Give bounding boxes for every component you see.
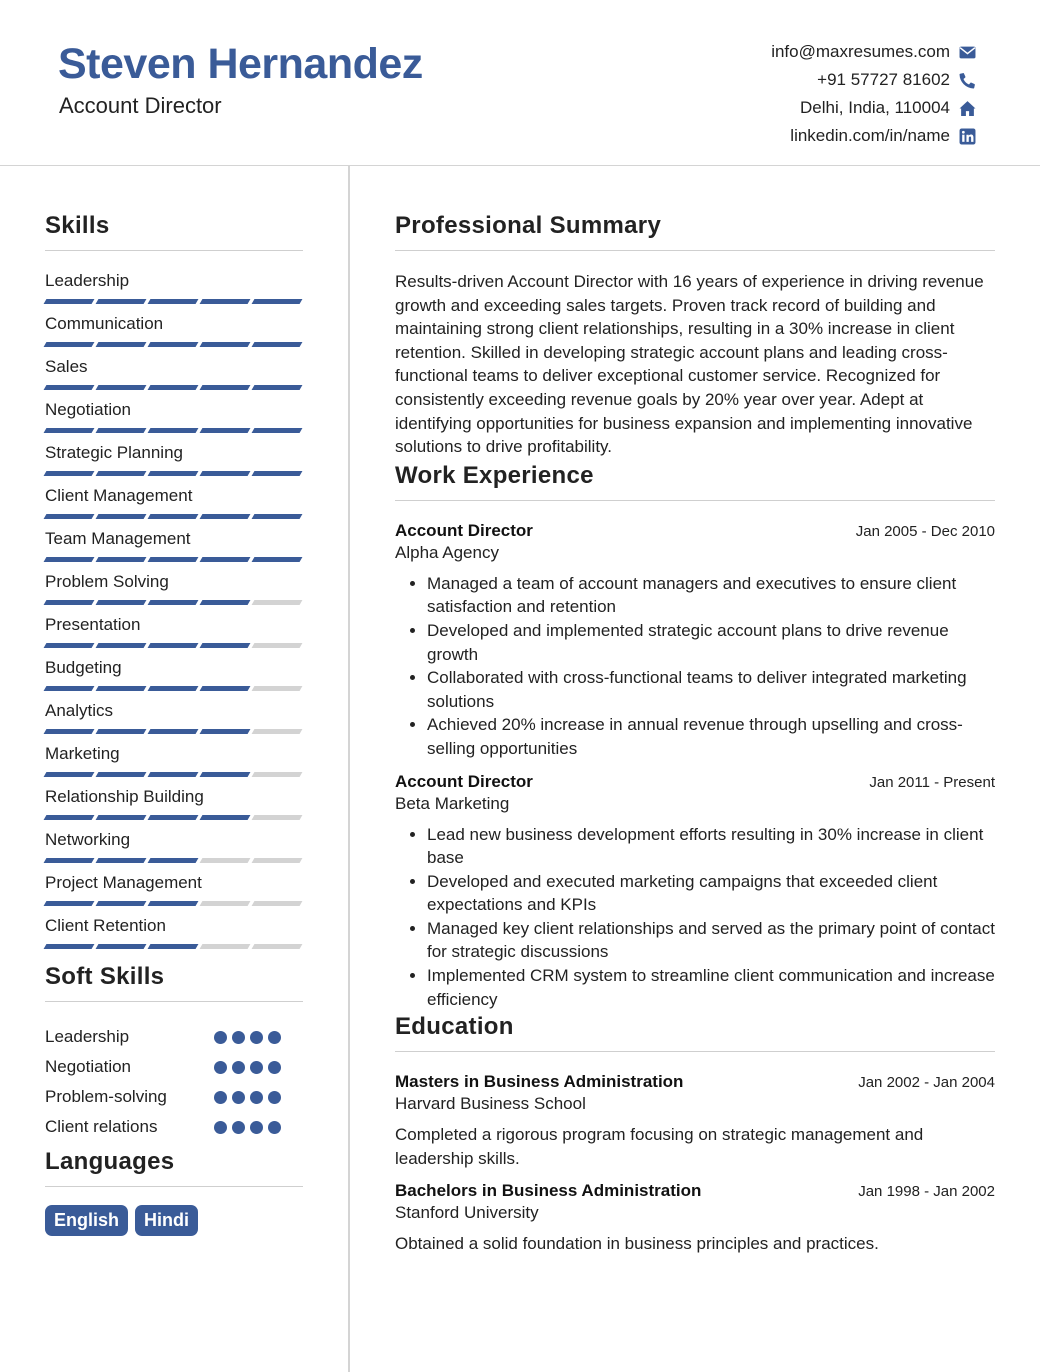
home-icon xyxy=(958,99,976,117)
skill-name: Client Retention xyxy=(45,916,166,935)
school: Harvard Business School xyxy=(395,1094,586,1114)
skill-level-bar xyxy=(45,342,303,347)
skill-level-segment xyxy=(252,944,303,949)
skill-level-segment xyxy=(148,385,199,390)
skill-level-segment xyxy=(44,385,95,390)
skill-level-segment xyxy=(252,600,303,605)
skill-level-segment xyxy=(200,557,251,562)
skill-level-segment xyxy=(44,342,95,347)
soft-skill-name: Leadership xyxy=(45,1027,130,1046)
degree: Masters in Business Administration xyxy=(395,1072,684,1092)
job-dates: Jan 2005 - Dec 2010 xyxy=(855,522,995,540)
job-bullet: • Managed key client relationships and served as the primary point of contact for strategic discussions xyxy=(427,917,995,964)
candidate-title: Account Director xyxy=(59,93,222,118)
skill-level-segment xyxy=(200,901,251,906)
job-entry xyxy=(395,772,995,1012)
skill-item xyxy=(45,529,303,572)
languages-heading: Languages xyxy=(45,1148,303,1187)
skill-item xyxy=(45,486,303,529)
skill-level-segment xyxy=(200,342,251,347)
soft-skill-dot xyxy=(214,1031,227,1044)
skill-level-segment xyxy=(252,514,303,519)
skill-level-segment xyxy=(200,514,251,519)
skill-name: Problem Solving xyxy=(45,572,169,591)
skill-level-segment xyxy=(96,729,147,734)
skill-level-segment xyxy=(44,686,95,691)
soft-skill-dot xyxy=(268,1121,281,1134)
skill-level-segment xyxy=(200,299,251,304)
skill-level-bar xyxy=(45,514,303,519)
skill-level-segment xyxy=(44,772,95,777)
skill-level-bar xyxy=(45,944,303,949)
skill-level-bar xyxy=(45,901,303,906)
language-badge: English xyxy=(45,1205,128,1236)
skill-level-segment xyxy=(148,772,199,777)
skill-level-segment xyxy=(44,600,95,605)
skill-name: Analytics xyxy=(45,701,114,720)
skill-level-segment xyxy=(44,514,95,519)
skill-item xyxy=(45,615,303,658)
soft-skill-dot xyxy=(250,1031,263,1044)
skill-level-segment xyxy=(252,729,303,734)
soft-skill-level xyxy=(214,1031,281,1044)
skill-level-segment xyxy=(252,643,303,648)
education-description: Obtained a solid foundation in business principles and practices. xyxy=(395,1234,879,1254)
job-entry xyxy=(395,521,995,761)
contact-phone[interactable] xyxy=(771,66,976,94)
skill-level-bar xyxy=(45,600,303,605)
job-bullet: • Developed and executed marketing campaigns that exceeded client expectations and KPIs xyxy=(427,870,995,917)
contact-linkedin[interactable] xyxy=(771,122,976,150)
skill-level-segment xyxy=(252,815,303,820)
soft-skill-dot xyxy=(250,1121,263,1134)
skill-level-segment xyxy=(96,342,147,347)
skill-level-segment xyxy=(148,901,199,906)
skill-item xyxy=(45,873,303,916)
skill-level-segment xyxy=(148,858,199,863)
skill-level-segment xyxy=(252,686,303,691)
education-dates: Jan 1998 - Jan 2002 xyxy=(858,1183,995,1201)
soft-skill-dot xyxy=(232,1061,245,1074)
skill-level-segment xyxy=(44,858,95,863)
skill-level-segment xyxy=(252,342,303,347)
skill-level-segment xyxy=(96,686,147,691)
skill-level-segment xyxy=(44,557,95,562)
degree: Bachelors in Business Administration xyxy=(395,1181,702,1201)
skill-level-segment xyxy=(252,901,303,906)
soft-skill-dot xyxy=(214,1091,227,1104)
skill-level-segment xyxy=(200,471,251,476)
sidebar xyxy=(45,166,303,1236)
job-bullets xyxy=(395,572,995,761)
soft-skill-dot xyxy=(268,1061,281,1074)
skill-item xyxy=(45,443,303,486)
skill-level-segment xyxy=(96,901,147,906)
skill-name: Sales xyxy=(45,357,88,376)
job-bullets xyxy=(395,823,995,1012)
skill-level-segment xyxy=(148,342,199,347)
skill-level-segment xyxy=(96,471,147,476)
skill-level-segment xyxy=(148,514,199,519)
education-dates: Jan 2002 - Jan 2004 xyxy=(858,1074,995,1092)
soft-skill-level xyxy=(214,1061,281,1074)
soft-skill-dot xyxy=(214,1121,227,1134)
skill-level-segment xyxy=(200,944,251,949)
skill-level-segment xyxy=(200,686,251,691)
job-company: Beta Marketing xyxy=(395,793,510,813)
skill-level-segment xyxy=(200,729,251,734)
skill-level-bar xyxy=(45,643,303,648)
skill-name: Budgeting xyxy=(45,658,122,677)
soft-skill-dot xyxy=(232,1121,245,1134)
contact-linkedin-text: linkedin.com/in/name xyxy=(790,126,950,145)
soft-skill-dot xyxy=(214,1061,227,1074)
skill-level-bar xyxy=(45,858,303,863)
school: Stanford University xyxy=(395,1203,539,1223)
skill-level-segment xyxy=(200,600,251,605)
job-company: Alpha Agency xyxy=(395,542,499,562)
job-bullet: • Lead new business development efforts resulting in 30% increase in client base xyxy=(427,823,995,870)
contact-phone-text: +91 57727 81602 xyxy=(817,70,950,89)
skills-heading: Skills xyxy=(45,212,303,251)
job-bullet: • Managed a team of account managers and executives to ensure client satisfaction and retention xyxy=(427,572,995,619)
soft-skill-name: Problem-solving xyxy=(45,1087,167,1106)
skill-name: Relationship Building xyxy=(45,787,204,806)
skill-level-bar xyxy=(45,729,303,734)
education-entry xyxy=(395,1181,995,1256)
language-list xyxy=(45,1205,303,1236)
soft-skill-dot xyxy=(250,1061,263,1074)
skill-level-segment xyxy=(96,514,147,519)
soft-skill-level xyxy=(214,1091,281,1104)
soft-skill-item xyxy=(45,1082,303,1112)
skill-item xyxy=(45,572,303,615)
soft-skill-dot xyxy=(232,1031,245,1044)
skill-level-segment xyxy=(148,299,199,304)
soft-skill-dot xyxy=(268,1091,281,1104)
soft-skill-list xyxy=(45,1022,303,1142)
soft-skill-name: Negotiation xyxy=(45,1057,132,1076)
candidate-name: Steven Hernandez xyxy=(58,40,423,88)
main-column xyxy=(395,166,995,1256)
skill-level-segment xyxy=(44,299,95,304)
soft-skill-dot xyxy=(268,1031,281,1044)
skill-level-segment xyxy=(200,858,251,863)
resume-header xyxy=(0,0,1040,166)
work-experience-heading: Work Experience xyxy=(395,462,995,501)
contact-email-text: info@maxresumes.com xyxy=(771,42,950,61)
skill-level-segment xyxy=(148,428,199,433)
skill-name: Negotiation xyxy=(45,400,132,419)
skill-level-segment xyxy=(252,772,303,777)
skill-level-bar xyxy=(45,772,303,777)
skill-level-segment xyxy=(44,428,95,433)
soft-skill-level xyxy=(214,1121,281,1134)
skill-item xyxy=(45,271,303,314)
skill-level-segment xyxy=(200,772,251,777)
column-divider xyxy=(348,166,350,1372)
skill-name: Client Management xyxy=(45,486,193,505)
skill-level-segment xyxy=(200,385,251,390)
job-bullet: • Implemented CRM system to streamline client communication and increase efficiency xyxy=(427,964,995,1011)
education-description: Completed a rigorous program focusing on strategic management and leadership skills. xyxy=(395,1125,924,1168)
soft-skill-dot xyxy=(232,1091,245,1104)
skill-item xyxy=(45,787,303,830)
skill-level-bar xyxy=(45,428,303,433)
education-entry xyxy=(395,1072,995,1170)
contact-location xyxy=(771,94,976,122)
contact-location-text: Delhi, India, 110004 xyxy=(800,98,950,117)
skill-name: Project Management xyxy=(45,873,202,892)
skill-level-segment xyxy=(148,944,199,949)
skill-name: Marketing xyxy=(45,744,120,763)
job-dates: Jan 2011 - Present xyxy=(869,773,995,791)
skill-name: Leadership xyxy=(45,271,130,290)
soft-skill-item xyxy=(45,1022,303,1052)
skill-level-segment xyxy=(96,858,147,863)
skill-level-segment xyxy=(200,643,251,648)
skill-level-segment xyxy=(44,471,95,476)
skill-level-segment xyxy=(96,428,147,433)
envelope-icon xyxy=(958,43,976,61)
skill-item xyxy=(45,314,303,357)
skill-item xyxy=(45,658,303,701)
soft-skill-name: Client relations xyxy=(45,1117,158,1136)
skill-level-segment xyxy=(96,557,147,562)
job-bullet: • Achieved 20% increase in annual revenue through upselling and cross-selling opportunities xyxy=(427,713,995,760)
skill-level-bar xyxy=(45,815,303,820)
job-role: Account Director xyxy=(395,520,533,540)
skill-level-segment xyxy=(252,858,303,863)
skill-level-segment xyxy=(44,643,95,648)
skill-level-segment xyxy=(96,643,147,648)
skill-level-segment xyxy=(96,815,147,820)
skill-level-bar xyxy=(45,471,303,476)
skill-level-segment xyxy=(252,385,303,390)
skill-level-segment xyxy=(148,729,199,734)
skill-level-segment xyxy=(148,471,199,476)
skill-level-segment xyxy=(148,600,199,605)
skill-level-segment xyxy=(44,729,95,734)
summary-heading: Professional Summary xyxy=(395,212,995,251)
skill-level-bar xyxy=(45,299,303,304)
soft-skill-dot xyxy=(250,1091,263,1104)
language-badge: Hindi xyxy=(135,1205,198,1236)
skill-level-segment xyxy=(44,815,95,820)
skill-level-segment xyxy=(148,557,199,562)
soft-skills-heading: Soft Skills xyxy=(45,963,303,1002)
skill-item xyxy=(45,830,303,873)
skill-level-bar xyxy=(45,385,303,390)
skill-name: Networking xyxy=(45,830,131,849)
skill-level-segment xyxy=(96,772,147,777)
job-role: Account Director xyxy=(395,771,533,791)
skill-item xyxy=(45,916,303,959)
linkedin-icon xyxy=(958,127,976,145)
skill-level-segment xyxy=(252,428,303,433)
skill-level-segment xyxy=(96,385,147,390)
contact-block xyxy=(771,38,976,150)
contact-email[interactable] xyxy=(771,38,976,66)
skill-level-segment xyxy=(200,428,251,433)
skill-name: Strategic Planning xyxy=(45,443,183,462)
skill-level-segment xyxy=(96,944,147,949)
job-bullet: • Collaborated with cross-functional teams to deliver integrated marketing solutions xyxy=(427,666,995,713)
skill-level-segment xyxy=(96,600,147,605)
skill-level-segment xyxy=(44,901,95,906)
skill-level-segment xyxy=(252,299,303,304)
skill-list xyxy=(45,271,303,959)
skill-name: Presentation xyxy=(45,615,141,634)
phone-icon xyxy=(958,71,976,89)
job-bullet: • Developed and implemented strategic account plans to drive revenue growth xyxy=(427,619,995,666)
soft-skill-item xyxy=(45,1112,303,1142)
skill-item xyxy=(45,400,303,443)
skill-level-segment xyxy=(96,299,147,304)
skill-level-segment xyxy=(148,686,199,691)
skill-level-segment xyxy=(148,643,199,648)
skill-level-segment xyxy=(44,944,95,949)
skill-level-segment xyxy=(252,471,303,476)
skill-item xyxy=(45,357,303,400)
skill-level-segment xyxy=(252,557,303,562)
skill-level-bar xyxy=(45,686,303,691)
skill-name: Communication xyxy=(45,314,164,333)
skill-item xyxy=(45,701,303,744)
soft-skill-item xyxy=(45,1052,303,1082)
summary-text: Results-driven Account Director with 16 years of experience in driving revenue growth and exceeding sales targets. Proven track record of building and maintaining strong client relationships, resulting in a 30% increase in client retention. Skilled in developing strategic account plans and leading cross-functional teams to deliver exceptional customer service. Recognized for consistently exceeding revenue goals by 20% year over year. Adept at identifying opportunities for business expansion and implementing innovative solutions to drive profitability. xyxy=(395,272,984,457)
skill-name: Team Management xyxy=(45,529,191,548)
skill-level-segment xyxy=(148,815,199,820)
education-heading: Education xyxy=(395,1013,995,1052)
skill-item xyxy=(45,744,303,787)
skill-level-segment xyxy=(200,815,251,820)
skill-level-bar xyxy=(45,557,303,562)
